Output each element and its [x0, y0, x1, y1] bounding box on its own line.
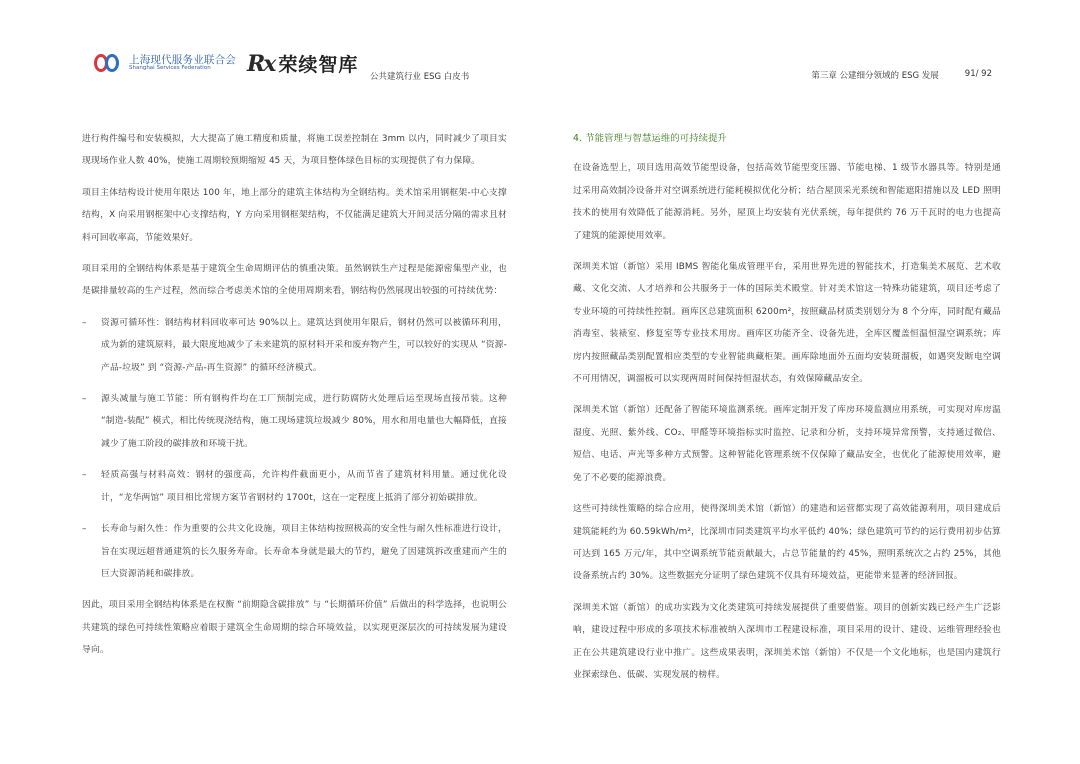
bullet-item — [82, 518, 507, 585]
chapter-title: 第三章 公建细分领域的 ESG 发展 — [811, 71, 939, 81]
bullet-item — [82, 312, 507, 379]
document-title: 公共建筑行业 ESG 白皮书 — [370, 72, 470, 82]
section-heading: 4. 节能管理与智慧运维的可持续提升 — [573, 133, 727, 144]
paragraph: 项目主体结构设计使用年限达 100 年，地上部分的建筑主体结构为全钢结构。美术馆采用钢框架-中心支撑结构，X 向采用钢框架中心支撑结构，Y 方向采用钢框架结构，不仅能满足建筑大开间灵活分隔的需求且材料可回收率高，节能效果好。 — [82, 187, 507, 243]
paragraph: 因此，项目采用全钢结构体系是在权衡 “前期隐含碳排放” 与 “长期循环价值” 后做出的科学选择，也说明公共建筑的绿色可持续性策略应着眼于建筑全生命周期的综合环境效益，以实现更深层次的可持续发展为建设导向。 — [82, 600, 507, 656]
brand-logo — [247, 50, 358, 77]
bullet-text: 长寿命与耐久性：作为重要的公共文化设施，项目主体结构按照极高的安全性与耐久性标准进行设计，旨在实现远超普通建筑的长久服务寿命。长寿命本身就是最大的节约，避免了因建筑拆改重建而产生的巨大资源消耗和碳排放。 — [101, 524, 507, 579]
ssf-logo-icon — [93, 52, 123, 74]
org-name-en: Shanghai Services Federation — [129, 64, 211, 71]
bullet-dash: – — [82, 470, 87, 481]
bullet-item — [82, 388, 507, 455]
brand-name: 荣续智库 — [278, 54, 359, 76]
header-right — [811, 69, 992, 81]
paragraph: 深圳美术馆（新馆）采用 IBMS 智能化集成管理平台，采用世界先进的智能技术，打造集美术展览、艺术收藏、文化交流、人才培养和公共服务于一体的国际美术殿堂。针对美术馆这一特殊功能建筑，项目还考虑了专业环境的可持续性控制。画库区总建筑面积 6200m²，按照藏品材质类别划分为 8 个分库，同时配有藏品消毒室、装裱室、修复室等专业技术用房。画库区功能齐全、设备先进，全库区覆盖恒温恒湿空调系统；库房内按照藏品类别配置相应类型的专业智能典藏柜架。画库除地面外五面均安装斑溜板，如遇突发断电空调不可用情况，调溜板可以实现两周时间保持恒湿状态，有效保障藏品安全。 — [573, 262, 1001, 385]
paragraph: 进行构件编号和安装模拟，大大提高了施工精度和质量，将施工误差控制在 3mm 以内，同时减少了项目实现现场作业人数 40%，使施工周期较预期缩短 45 天，为项目整体绿色目标的实现提供了有力保障。 — [82, 134, 507, 167]
org-name-cn: 上海现代服务业联合会 — [129, 53, 236, 66]
paragraph: 项目采用的全钢结构体系是基于建筑全生命周期评估的慎重决策。虽然钢铁生产过程是能源密集型产业，也是碳排量较高的生产过程，然而综合考虑美术馆的全使用周期来看，钢结构仍然展现出较强的可持续优势： — [82, 264, 507, 297]
paragraph: 在设备选型上，项目选用高效节能型设备，包括高效节能型变压器、节能电梯、1 级节水器具等。特别是通过采用高效制冷设备并对空调系统进行能耗模拟优化分析；结合屋顶采光系统和智能遮阳措施以及 LED 照明技术的使用有效降低了能源消耗。另外，屋顶上均安装有光伏系统，每年提供约 76 万千瓦时的电力也提高了建筑的能源使用效率。 — [573, 163, 1001, 241]
bullet-text: 轻质高强与材料高效：钢材的强度高，允许构件截面更小，从而节省了建筑材料用量。通过优化设计，“龙华两馆” 项目相比常规方案节省钢材约 1700t，这在一定程度上抵消了部分初始碳排放。 — [101, 470, 507, 503]
brand-rx-mark: Rx — [247, 50, 275, 77]
paragraph: 深圳美术馆（新馆）还配备了智能环境监测系统。画库定制开发了库房环境监测应用系统，可实现对库房温湿度、光照、紫外线、CO₂、甲醛等环境指标实时监控、记录和分析，支持环境异常预警，支持通过微信、短信、电话、声光等多种方式预警。这种智能化管理系统不仅保障了藏品安全，也优化了能源使用效率，避免了不必要的能源浪费。 — [573, 405, 1001, 483]
bullet-dash: – — [82, 394, 87, 405]
ssf-logo — [93, 52, 236, 74]
left-column — [82, 128, 507, 671]
right-column — [573, 128, 1001, 695]
paragraph: 深圳美术馆（新馆）的成功实践为文化类建筑可持续发展提供了重要借鉴。项目的创新实践已经产生广泛影响，建设过程中形成的多项技术标准被纳入深圳市工程建设标准，项目采用的设计、建设、运维管理经验也正在公共建筑建设行业中推广。这些成果表明，深圳美术馆（新馆）不仅是一个文化地标，也是国内建筑行业探索绿色、低碳、实现发展的榜样。 — [573, 602, 1001, 680]
page-number: 91/ 92 — [964, 69, 992, 79]
bullet-text: 资源可循环性：钢结构材料回收率可达 90%以上。建筑达到使用年限后，钢材仍然可以被循环利用，成为新的建筑原料，最大限度地减少了未来建筑的原材料开采和废弃物产生，可以较好的实现从 “资源-产品-垃圾” 到 “资源-产品-再生资源” 的循环经济模式。 — [101, 317, 507, 373]
bullet-text: 源头减量与施工节能：所有钢构件均在工厂预制完成，进行防腐防火处理后运至现场直接吊装。这种 “制造-装配” 模式，相比传统现浇结构，施工现场建筑垃圾减少 80%，用水和用电量也大幅降低，直接减少了施工阶段的碳排放和环境干扰。 — [101, 394, 507, 449]
bullet-item — [82, 464, 507, 509]
bullet-dash: – — [82, 524, 87, 535]
paragraph: 这些可持续性策略的综合应用，使得深圳美术馆（新馆）的建造和运营都实现了高效能源利用，项目建成后建筑能耗约为 60.59kWh/m²，比深圳市同类建筑平均水平低约 40%；绿色建筑可节约的运行费用初步估算可达到 165 万元/年，其中空调系统节能贡献最大，占总节能量的约 45%，照明系统次之占约 25%，其他设备系统占约 30%。这些数据充分证明了绿色建筑不仅具有环境效益，更能带来显著的经济回报。 — [573, 504, 1001, 582]
bullet-dash: – — [82, 317, 87, 328]
